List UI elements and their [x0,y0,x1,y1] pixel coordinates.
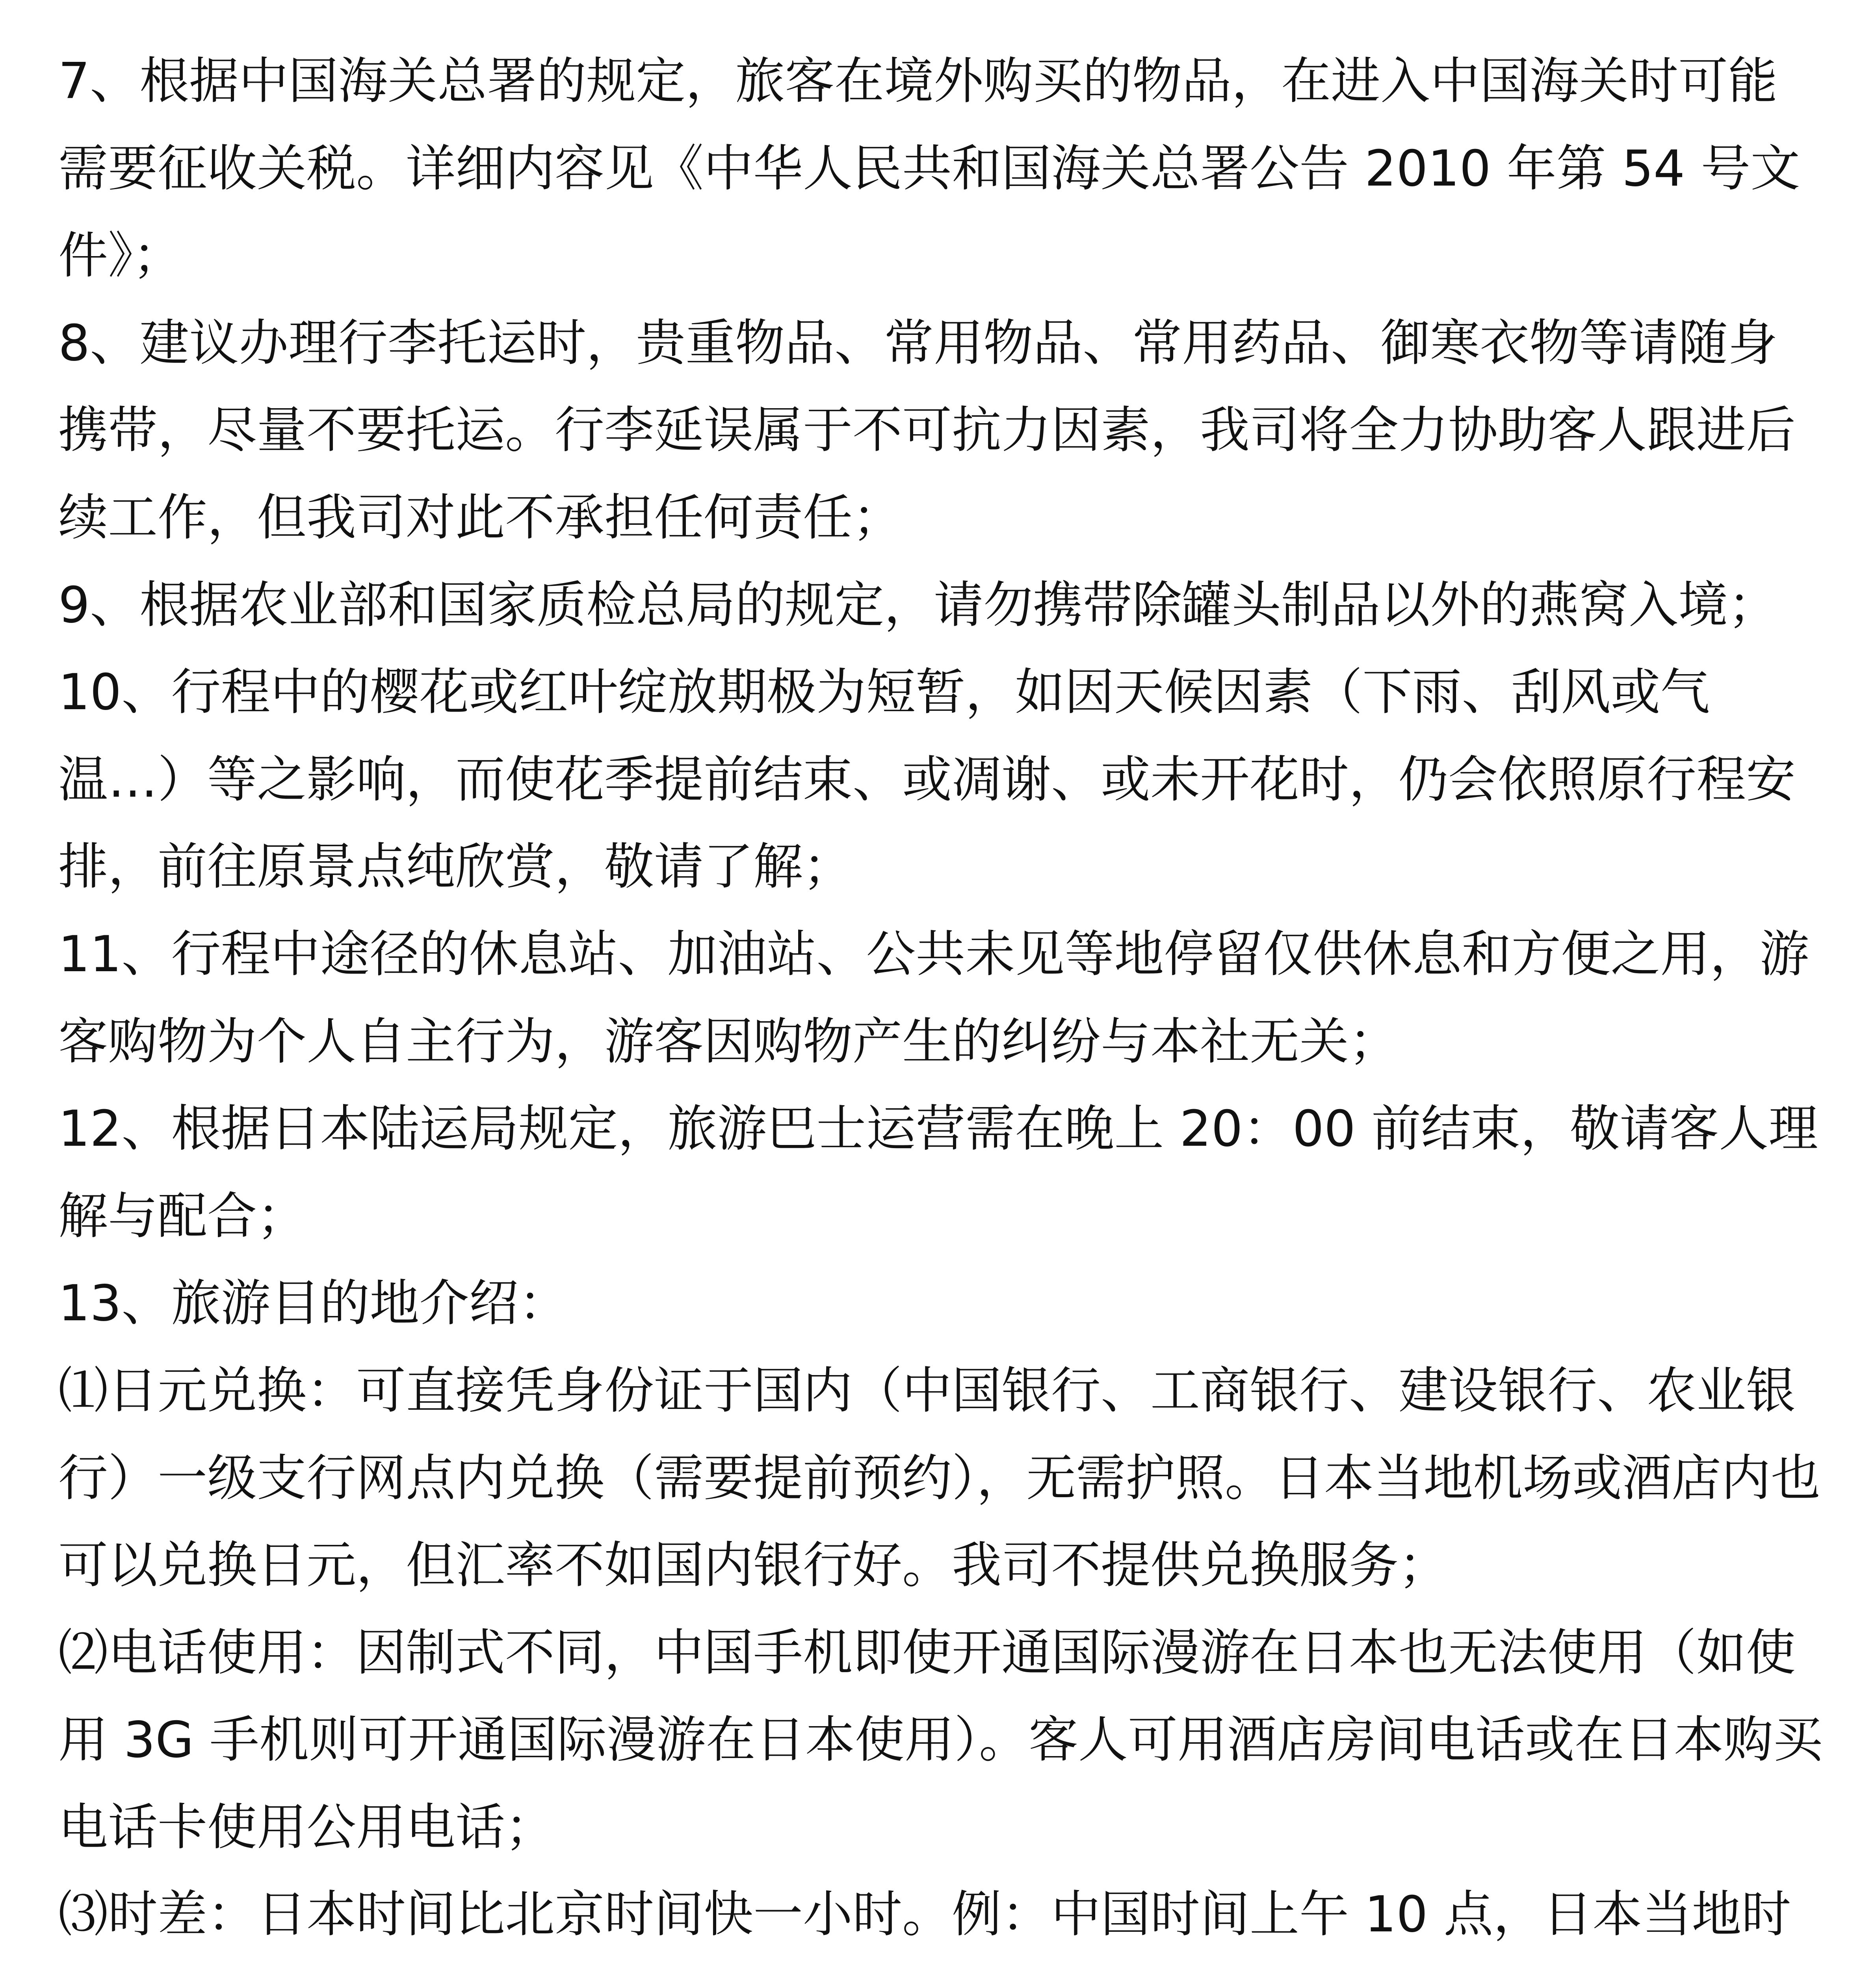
subitem-currency-exchange: ⑴日元兑换：可直接凭身份证于国内（中国银行、工商银行、建设银行、农业银行）一级支行网点内兑换（需要提前预约），无需护照。日本当地机场或酒店内也可以兑换日元，但汇率不如国内银行好。我司不提供兑换服务； [58,1361,1820,1595]
paragraph-item-11: 11、行程中途径的休息站、加油站、公共未见等地停留仅供休息和方便之用，游客购物为个人自主行为，游客因购物产生的纠纷与本社无关； [58,925,1809,1070]
paragraph-item-9: 9、根据农业部和国家质检总局的规定，请勿携带除罐头制品以外的燕窝入境； [58,576,1778,634]
subitem-time-difference: ⑶时差：日本时间比北京时间快一小时。例：中国时间上午 10 点，日本当地时 [58,1885,1791,1944]
paragraph-item-13-heading: 13、旅游目的地介绍： [58,1274,568,1333]
paragraph-item-12: 12、根据日本陆运局规定，旅游巴士运营需在晚上 20：00 前结束，敬请客人理解与配合； [58,1100,1818,1245]
paragraph-item-7: 7、根据中国海关总署的规定，旅客在境外购买的物品，在进入中国海关时可能需要征收关税。详细内容见《中华人民共和国海关总署公告 2010 年第 54 号文件》； [58,52,1800,285]
paragraph-item-8: 8、建议办理行李托运时，贵重物品、常用物品、常用药品、御寒衣物等请随身携带，尽量不要托运。行李延误属于不可抗力因素，我司将全力协助客人跟进后续工作，但我司对此不承担任何责任； [58,314,1796,546]
paragraph-item-10: 10、行程中的樱花或红叶绽放期极为短暂，如因天候因素（下雨、刮风或气温…）等之影响，而使花季提前结束、或凋谢、或未开花时，仍会依照原行程安排，前往原景点纯欣赏，敬请了解； [58,663,1796,896]
subitem-phone-usage: ⑵电话使用：因制式不同，中国手机即使开通国际漫游在日本也无法使用（如使用 3G 手机则可开通国际漫游在日本使用）。客人可用酒店房间电话或在日本购买电话卡使用公用电话； [58,1623,1823,1856]
